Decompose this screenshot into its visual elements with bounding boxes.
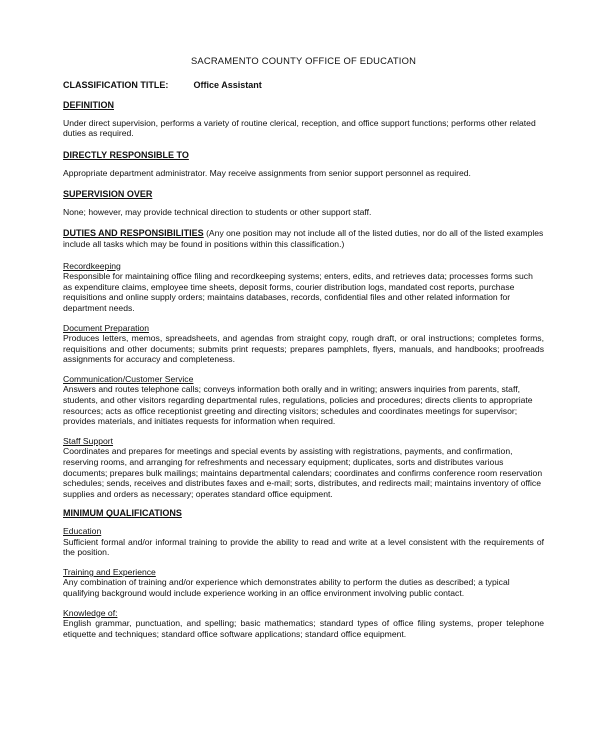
duties-intro bbox=[63, 228, 544, 249]
duties-heading: DUTIES AND RESPONSIBILITIES bbox=[63, 228, 204, 239]
qual-title: Training and Experience bbox=[63, 566, 156, 577]
duty-title: Recordkeeping bbox=[63, 260, 121, 271]
duty-communication bbox=[63, 374, 544, 427]
definition-text: Under direct supervision, performs a variety of routine clerical, reception, and office support functions; performs other related duties as required. bbox=[63, 117, 536, 139]
qual-training bbox=[63, 567, 544, 599]
organization-header: SACRAMENTO COUNTY OFFICE OF EDUCATION bbox=[190, 55, 417, 66]
definition-heading: DEFINITION bbox=[63, 100, 114, 111]
classification-title bbox=[63, 80, 544, 91]
qualifications-heading: MINIMUM QUALIFICATIONS bbox=[63, 508, 182, 519]
qual-education bbox=[63, 526, 544, 558]
supervision-heading: SUPERVISION OVER bbox=[63, 189, 153, 200]
classification-label: CLASSIFICATION TITLE: bbox=[63, 79, 169, 90]
qual-text: English grammar, punctuation, and spelling; basic mathematics; standard types of office filing systems, proper telephone etiquette and techniques; standard office software applications; standard office equipment. bbox=[63, 618, 544, 639]
supervision-text: None; however, may provide technical direction to students or other support staff. bbox=[63, 206, 372, 217]
classification-value: Office Assistant bbox=[193, 79, 262, 90]
duty-staff-support bbox=[63, 436, 544, 500]
responsible-text: Appropriate department administrator. May receive assignments from senior support personnel as required. bbox=[63, 167, 471, 178]
qual-text: Sufficient formal and/or informal training to provide the ability to read and write at a level consistent with the requirements of the position. bbox=[63, 536, 544, 558]
duty-text: Produces letters, memos, spreadsheets, and agendas from straight copy, rough draft, or oral instructions; completes forms, requisitions and other documents; submits print requests; prepares pamphlets, flyers, manuals, and handbooks; proofreads assignments for accuracy and completeness. bbox=[63, 333, 544, 365]
qual-title: Education bbox=[63, 526, 102, 536]
responsible-heading: DIRECTLY RESPONSIBLE TO bbox=[63, 149, 189, 160]
duty-document-preparation bbox=[63, 323, 544, 365]
qual-title: Knowledge of: bbox=[63, 607, 118, 618]
duty-recordkeeping bbox=[63, 261, 544, 314]
duty-title: Document Preparation bbox=[63, 322, 149, 333]
qual-text: Any combination of training and/or experience which demonstrates ability to perform the duties as described; a typical qualifying background would include experience working in an office environment involving public contact. bbox=[63, 577, 510, 598]
duty-text: Responsible for maintaining office filing and recordkeeping systems; enters, edits, and retrieves data; processes forms such as expenditure claims, employee time sheets, deposit forms, courier distribution logs, mandated cost reports, purchase requisitions and online supply orders; maintains databases, records, confidential files and other related information for department needs. bbox=[63, 271, 533, 313]
duty-text: Answers and routes telephone calls; conveys information both orally and in writing; answers inquiries from parents, staff, students, and other visitors regarding departmental rules, regulations, policies and procedures; directs clients to appropriate resources; acts as office receptionist greeting and directing visitors; schedules and coordinates meetings for supervisor; provides materials, and initiates requests for information when required. bbox=[63, 384, 533, 427]
duty-title: Staff Support bbox=[63, 435, 114, 446]
duty-title: Communication/Customer Service bbox=[63, 373, 194, 384]
duty-text: Coordinates and prepares for meetings and special events by assisting with registrations, payments, and confirmation, reserving rooms, and arranging for refreshments and necessary equipment; duplicates, sorts and distributes various documents; prepares bulk mailings; maintains departmental calendars; coordinates and confirms conference room reservation schedules; sends, receives and distributes faxes and e-mail; sorts, distributes, and redirects mail; maintains inventory of office supplies and orders as necessary; operates standard office equipment. bbox=[63, 446, 543, 499]
qual-knowledge bbox=[63, 608, 544, 640]
duties-intro-text: (Any one position may not include all of the listed duties, nor do all of the listed examples include all tasks which may be found in positions within this classification.) bbox=[63, 228, 544, 249]
